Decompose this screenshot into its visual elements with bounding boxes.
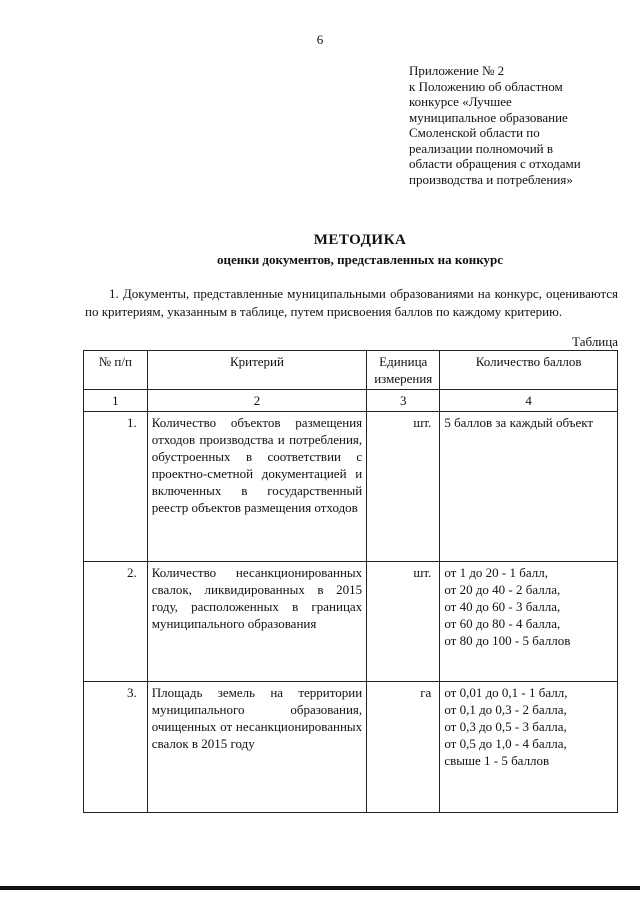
row-number: 2. — [84, 562, 148, 682]
score-line: от 0,3 до 0,5 - 3 балла, — [444, 719, 567, 734]
appendix-line: муниципальное образование — [409, 109, 568, 125]
appendix-line: конкурсе «Лучшее — [409, 94, 512, 109]
score-line: от 60 до 80 - 4 балла, — [444, 616, 561, 631]
column-number: 2 — [147, 390, 366, 412]
column-number: 4 — [440, 390, 618, 412]
score-line: от 20 до 40 - 2 балла, — [444, 582, 561, 597]
appendix-line: области обращения с отходами — [409, 156, 581, 171]
score-line: от 0,5 до 1,0 - 4 балла, — [444, 736, 567, 751]
table-header-row — [84, 351, 618, 390]
row-score — [440, 682, 618, 813]
intro-paragraph: 1. Документы, представленные муниципальными образованиями на конкурс, оцениваются по критериям, указанным в таблице, путем присвоения баллов по каждому критерию. — [85, 286, 618, 319]
row-unit: шт. — [367, 412, 440, 562]
criteria-table — [83, 350, 618, 813]
appendix-reference — [409, 63, 624, 187]
row-criterion: Площадь земель на территории муниципального образования, очищенных от несанкционированных свалок в 2015 году — [147, 682, 366, 813]
row-unit: га — [367, 682, 440, 813]
score-line: от 40 до 60 - 3 балла, — [444, 599, 561, 614]
score-line: от 80 до 100 - 5 баллов — [444, 633, 571, 648]
table-row — [84, 562, 618, 682]
row-criterion: Количество объектов размещения отходов производства и потребления, обустроенных в соответствии с проектно-сметной документацией и включенных в государственный реестр объектов размещения отходов — [147, 412, 366, 562]
column-number: 1 — [84, 390, 148, 412]
bottom-rule — [0, 886, 640, 890]
table-row — [84, 412, 618, 562]
page-number: 6 — [316, 32, 324, 47]
table-label: Таблица — [572, 334, 618, 349]
row-score — [440, 562, 618, 682]
appendix-line: к Положению об областном — [409, 78, 563, 94]
column-number-row — [84, 390, 618, 412]
appendix-line: реализации полномочий в — [409, 140, 553, 156]
score-line: от 0,01 до 0,1 - 1 балл, — [444, 685, 568, 700]
row-unit: шт. — [367, 562, 440, 682]
document-subtitle: оценки документов, представленных на конкурс — [216, 252, 504, 267]
document-title: МЕТОДИКА — [313, 232, 407, 248]
row-score: 5 баллов за каждый объект — [440, 412, 618, 562]
appendix-line: Смоленской области по — [409, 125, 540, 140]
score-line: от 0,1 до 0,3 - 2 балла, — [444, 702, 567, 717]
header-number: № п/п — [84, 351, 148, 390]
table-row — [84, 682, 618, 813]
header-score: Количество баллов — [440, 351, 618, 390]
header-criterion: Критерий — [147, 351, 366, 390]
score-line: свыше 1 - 5 баллов — [444, 753, 550, 768]
score-line: от 1 до 20 - 1 балл, — [444, 565, 548, 580]
appendix-line: Приложение № 2 — [409, 63, 505, 78]
column-number: 3 — [367, 390, 440, 412]
header-unit: Единица измерения — [367, 351, 440, 390]
row-criterion: Количество несанкционированных свалок, ликвидированных в 2015 году, расположенных в границах муниципального образования — [147, 562, 366, 682]
row-number: 3. — [84, 682, 148, 813]
appendix-line: производства и потребления» — [409, 171, 573, 187]
row-number: 1. — [84, 412, 148, 562]
